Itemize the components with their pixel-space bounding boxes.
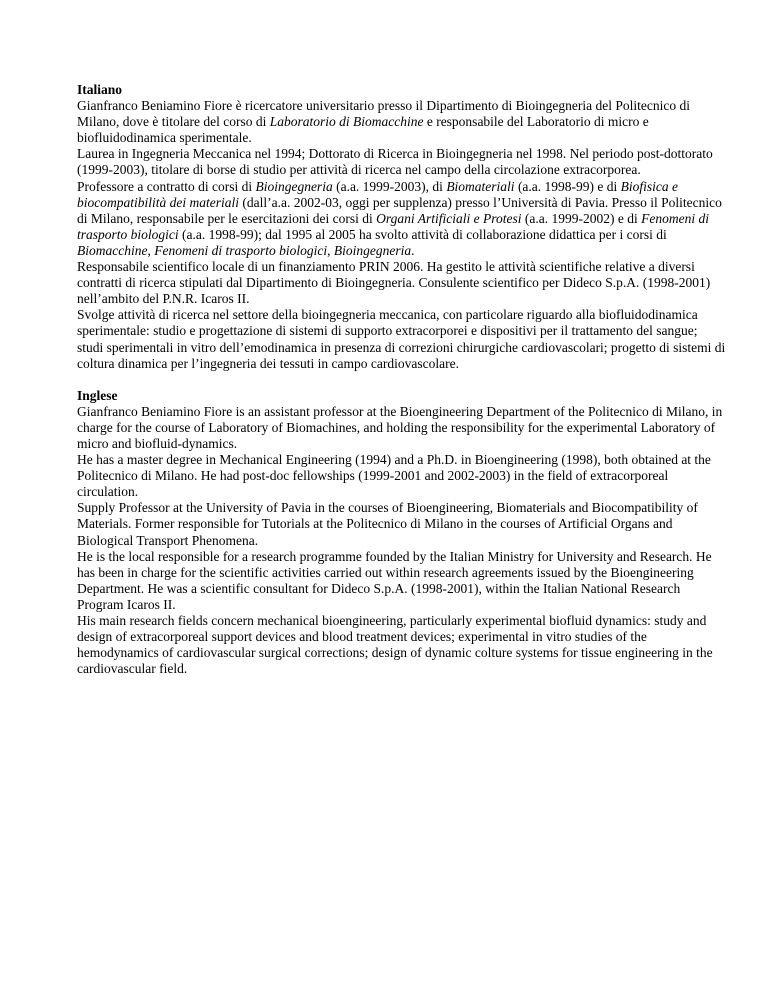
italiano-paragraph-5: Svolge attività di ricerca nel settore della bioingegneria meccanica, con particolare riguardo alla biofluidodinamica sperimentale: studio e progettazione di sistemi di supporto extracorporei e dispositivi per il trattamento del sangue; studi sperimentali in vitro dell’emodinamica in presenza di correzioni chirurgiche cardiovascolari; progetto di sistemi di coltura dinamica per l’ingegneria dei tessuti in campo cardiovascolare.	[77, 307, 726, 371]
text-run: (dall’a.a. 2002-03, oggi per supplenza) presso l’Università di Pavia. Presso il Politecnico di Milano, responsabile per le esercitazioni dei corsi di	[77, 194, 722, 226]
text-run: ,	[147, 242, 155, 258]
section-spacer	[77, 372, 727, 388]
text-run: ,	[327, 242, 334, 258]
inglese-paragraph-4: He is the local responsible for a research programme founded by the Italian Ministry for University and Research. He has been in charge for the scientific activities carried out within research agreements issued by the Bioengineering Department. He was a scientific consultant for Dideco S.p.A. (1998-2001), within the Italian National Research Program Icaros II.	[77, 548, 712, 612]
text-run: (a.a. 1998-99) e di	[514, 178, 621, 194]
text-run: (a.a. 1999-2003), di	[332, 178, 447, 194]
italic-course-name: Biomacchine	[77, 242, 148, 258]
italic-course-name: Fenomeni di trasporto biologici	[77, 210, 709, 242]
italic-course-name: Bioingegneria	[333, 242, 412, 258]
inglese-paragraph-1: Gianfranco Beniamino Fiore is an assistant professor at the Bioengineering Department of the Politecnico di Milano, in charge for the course of Laboratory of Biomachines, and holding the responsibility for the experimental Laboratory of micro and biofluid-dynamics.	[77, 403, 723, 451]
italic-course-name: Biomateriali	[446, 178, 515, 194]
italic-course-name: Bioingegneria	[255, 178, 333, 194]
text-run: (a.a. 1998-99); dal 1995 al 2005 ha svolto attività di collaborazione didattica per i corsi di	[178, 226, 667, 242]
italiano-paragraph-2: Laurea in Ingegneria Meccanica nel 1994; Dottorato di Ricerca in Bioingegneria nel 1998. Nel periodo post-dottorato (1999-2003), titolare di borse di studio per attività di ricerca nel campo della circolazione extracorporea.	[77, 146, 713, 178]
italic-course-name: Biofisica e biocompatibilità dei materiali	[77, 178, 679, 210]
italiano-paragraph-1	[77, 98, 727, 146]
inglese-paragraph-5: His main research fields concern mechanical bioengineering, particularly experimental biofluid dynamics: study and design of extracorporeal support devices and blood treatment devices; experimental in vitro studies of the hemodynamics of cardiovascular surgical corrections; design of dynamic colture systems for tissue engineering in the cardiovascular field.	[77, 613, 713, 677]
italic-course-name: Fenomeni di trasporto biologici	[154, 242, 328, 258]
text-run: .	[411, 242, 415, 258]
italic-course-name: Laboratorio di Biomacchine	[269, 114, 424, 130]
document-page	[77, 82, 727, 677]
italiano-paragraph-4: Responsabile scientifico locale di un finanziamento PRIN 2006. Ha gestito le attività scientifiche relative a diversi contratti di ricerca stipulati dal Dipartimento di Bioingegneria. Consulente scientifico per Dideco S.p.A. (1998-2001) nell’ambito del P.N.R. Icaros II.	[77, 259, 711, 307]
text-run: e responsabile del Laboratorio di micro e biofluidodinamica sperimentale.	[77, 114, 649, 146]
text-run: Professore a contratto di corsi di	[77, 178, 256, 194]
text-run: (a.a. 1999-2002) e di	[521, 210, 642, 226]
heading-italiano: Italiano	[77, 82, 123, 97]
italic-course-name: Organi Artificiali e Protesi	[376, 210, 522, 226]
text-run: Gianfranco Beniamino Fiore è ricercatore universitario presso il Dipartimento di Bioingegneria del Politecnico di Milano, dove è titolare del corso di	[77, 98, 690, 130]
italiano-paragraph-3	[77, 179, 727, 259]
heading-inglese: Inglese	[77, 387, 118, 403]
inglese-paragraph-2: He has a master degree in Mechanical Engineering (1994) and a Ph.D. in Bioengineering (1998), both obtained at the Politecnico di Milano. He had post-doc fellowships (1999-2001 and 2002-2003) in the field of extracorporeal circulation.	[77, 452, 711, 500]
inglese-paragraph-3: Supply Professor at the University of Pavia in the courses of Bioengineering, Biomaterials and Biocompatibility of Materials. Former responsible for Tutorials at the Politecnico di Milano in the courses of Artificial Organs and Biological Transport Phenomena.	[77, 500, 698, 548]
